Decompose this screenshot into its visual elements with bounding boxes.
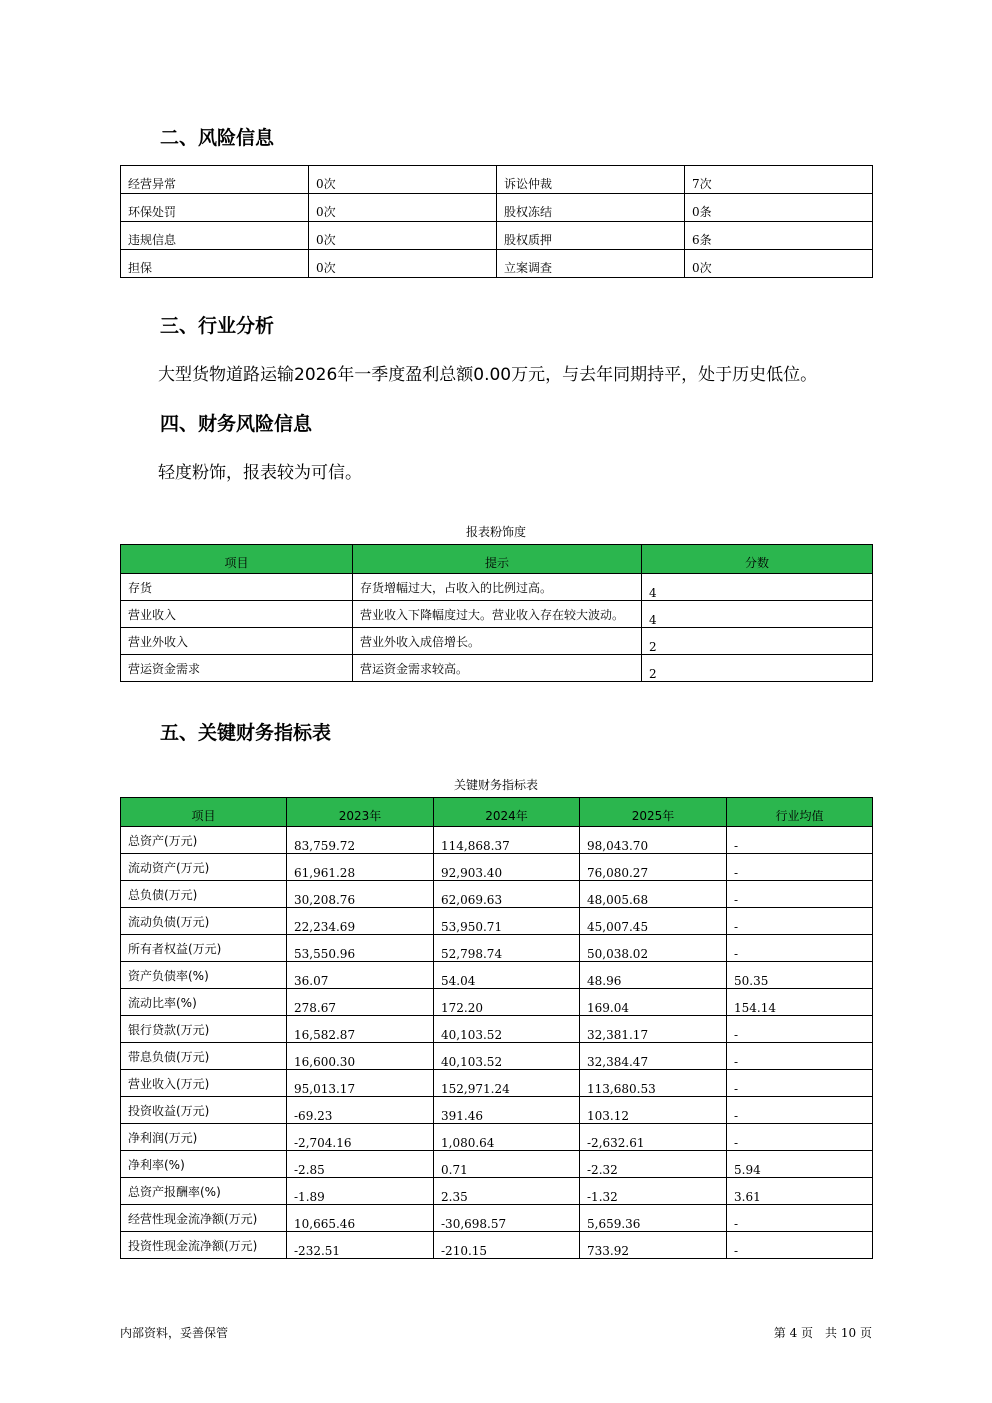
metric-value: - [727, 1097, 873, 1124]
table-row [121, 194, 873, 222]
metric-value: 152,971.24 [434, 1070, 580, 1097]
metric-value: 391.46 [434, 1097, 580, 1124]
metric-value: 113,680.53 [580, 1070, 727, 1097]
metric-value: 45,007.45 [580, 908, 727, 935]
metric-name: 净利率(%) [121, 1151, 287, 1178]
metric-value: -210.15 [434, 1232, 580, 1259]
metric-value: 76,080.27 [580, 854, 727, 881]
metric-name: 总负债(万元) [121, 881, 287, 908]
metric-value: 154.14 [727, 989, 873, 1016]
page-prefix: 第 [773, 1326, 786, 1340]
metric-value: 2.35 [434, 1178, 580, 1205]
table-row [121, 881, 873, 908]
metric-value: -1.32 [580, 1178, 727, 1205]
risk-item-label: 立案调查 [497, 250, 685, 278]
metric-value: - [727, 1043, 873, 1070]
metric-value: 103.12 [580, 1097, 727, 1124]
metric-name: 流动资产(万元) [121, 854, 287, 881]
metric-value: 54.04 [434, 962, 580, 989]
section2-title: 二、风险信息 [160, 127, 275, 149]
table-row [121, 1016, 873, 1043]
risk-item-label: 股权质押 [497, 222, 685, 250]
industry-analysis-text: 大型货物道路运输2026年一季度盈利总额0.00万元，与去年同期持平，处于历史低位。 [158, 365, 818, 385]
risk-item-label: 担保 [121, 250, 309, 278]
section3-title: 三、行业分析 [160, 315, 275, 337]
metric-value: 22,234.69 [287, 908, 434, 935]
risk-item-label: 环保处罚 [121, 194, 309, 222]
table-row [121, 250, 873, 278]
table-row [121, 601, 873, 628]
table-row [121, 908, 873, 935]
column-header: 项目 [121, 545, 353, 574]
metric-value: 10,665.46 [287, 1205, 434, 1232]
column-header: 2024年 [434, 798, 580, 827]
metric-value: 48,005.68 [580, 881, 727, 908]
metric-name: 总资产(万元) [121, 827, 287, 854]
metric-value: - [727, 827, 873, 854]
metric-value: 95,013.17 [287, 1070, 434, 1097]
column-header: 2023年 [287, 798, 434, 827]
table-row [121, 1124, 873, 1151]
metric-value: 16,582.87 [287, 1016, 434, 1043]
risk-item-value: 0条 [685, 194, 873, 222]
fin-table-caption: 关键财务指标表 [453, 778, 538, 792]
table-row [121, 655, 873, 682]
metric-name: 投资收益(万元) [121, 1097, 287, 1124]
metric-name: 银行贷款(万元) [121, 1016, 287, 1043]
item-name: 营业外收入 [121, 628, 353, 655]
metric-value: -69.23 [287, 1097, 434, 1124]
table-row [121, 1070, 873, 1097]
table-row [121, 1097, 873, 1124]
metric-value: 36.07 [287, 962, 434, 989]
column-header: 行业均值 [727, 798, 873, 827]
metric-name: 投资性现金流净额(万元) [121, 1232, 287, 1259]
metric-name: 经营性现金流净额(万元) [121, 1205, 287, 1232]
risk-info-table [120, 165, 873, 278]
metric-value: 16,600.30 [287, 1043, 434, 1070]
whitewash-table [120, 544, 873, 682]
item-name: 营业收入 [121, 601, 353, 628]
metric-value: -2.32 [580, 1151, 727, 1178]
footer-confidential: 内部资料，妥善保管 [120, 1326, 229, 1340]
metric-value: 733.92 [580, 1232, 727, 1259]
section4-title: 四、财务风险信息 [160, 413, 313, 435]
risk-item-value: 0次 [309, 250, 497, 278]
metric-value: 50.35 [727, 962, 873, 989]
page-suffix: 页 [859, 1326, 872, 1340]
risk-item-label: 诉讼仲裁 [497, 166, 685, 194]
risk-item-label: 股权冻结 [497, 194, 685, 222]
financial-risk-text: 轻度粉饰，报表较为可信。 [158, 463, 362, 483]
risk-item-value: 0次 [685, 250, 873, 278]
table-row [121, 854, 873, 881]
metric-value: - [727, 935, 873, 962]
metric-value: -232.51 [287, 1232, 434, 1259]
item-hint: 存货增幅过大，占收入的比例过高。 [353, 574, 642, 601]
metric-value: 172.20 [434, 989, 580, 1016]
item-score: 2 [642, 628, 873, 655]
metric-value: 62,069.63 [434, 881, 580, 908]
section5-title: 五、关键财务指标表 [160, 722, 332, 744]
metric-value: - [727, 1070, 873, 1097]
metric-value: 92,903.40 [434, 854, 580, 881]
metric-name: 流动负债(万元) [121, 908, 287, 935]
column-header: 2025年 [580, 798, 727, 827]
column-header: 项目 [121, 798, 287, 827]
metric-value: -2,632.61 [580, 1124, 727, 1151]
metric-value: - [727, 1016, 873, 1043]
risk-item-label: 违规信息 [121, 222, 309, 250]
table-row [121, 222, 873, 250]
metric-value: 278.67 [287, 989, 434, 1016]
item-hint: 营业外收入成倍增长。 [353, 628, 642, 655]
metric-value: 0.71 [434, 1151, 580, 1178]
table-row [121, 1151, 873, 1178]
risk-item-value: 0次 [309, 222, 497, 250]
metric-name: 总资产报酬率(%) [121, 1178, 287, 1205]
metric-value: 53,550.96 [287, 935, 434, 962]
table-row [121, 1232, 873, 1259]
metric-value: 61,961.28 [287, 854, 434, 881]
metric-name: 营业收入(万元) [121, 1070, 287, 1097]
risk-item-value: 0次 [309, 194, 497, 222]
metric-value: -30,698.57 [434, 1205, 580, 1232]
risk-item-value: 7次 [685, 166, 873, 194]
metric-value: 32,381.17 [580, 1016, 727, 1043]
table-row [121, 628, 873, 655]
item-name: 存货 [121, 574, 353, 601]
item-hint: 营业收入下降幅度过大。营业收入存在较大波动。 [353, 601, 642, 628]
metric-name: 所有者权益(万元) [121, 935, 287, 962]
metric-value: 52,798.74 [434, 935, 580, 962]
metric-value: 40,103.52 [434, 1016, 580, 1043]
table-row [121, 827, 873, 854]
page-total: 10 [840, 1326, 857, 1340]
column-header: 提示 [353, 545, 642, 574]
metric-value: 5,659.36 [580, 1205, 727, 1232]
item-score: 2 [642, 655, 873, 682]
risk-item-label: 经营异常 [121, 166, 309, 194]
metric-value: 40,103.52 [434, 1043, 580, 1070]
metric-value: - [727, 854, 873, 881]
item-score: 4 [642, 574, 873, 601]
metric-value: 98,043.70 [580, 827, 727, 854]
metric-name: 净利润(万元) [121, 1124, 287, 1151]
metric-value: -1.89 [287, 1178, 434, 1205]
metric-value: 114,868.37 [434, 827, 580, 854]
metric-value: 53,950.71 [434, 908, 580, 935]
metric-value: 30,208.76 [287, 881, 434, 908]
table-row [121, 962, 873, 989]
metric-name: 流动比率(%) [121, 989, 287, 1016]
metric-value: 5.94 [727, 1151, 873, 1178]
whitewash-table-caption: 报表粉饰度 [465, 525, 526, 539]
metric-value: 83,759.72 [287, 827, 434, 854]
table-row [121, 1043, 873, 1070]
metric-value: 32,384.47 [580, 1043, 727, 1070]
metric-value: - [727, 1124, 873, 1151]
page-current: 4 [789, 1326, 798, 1340]
metric-value: 50,038.02 [580, 935, 727, 962]
table-row [121, 989, 873, 1016]
table-row [121, 1178, 873, 1205]
metric-value: 169.04 [580, 989, 727, 1016]
item-hint: 营运资金需求较高。 [353, 655, 642, 682]
table-row [121, 166, 873, 194]
metric-value: -2.85 [287, 1151, 434, 1178]
table-row [121, 574, 873, 601]
risk-item-value: 6条 [685, 222, 873, 250]
metric-value: 1,080.64 [434, 1124, 580, 1151]
item-name: 营运资金需求 [121, 655, 353, 682]
table-row [121, 935, 873, 962]
metric-value: 48.96 [580, 962, 727, 989]
table-row [121, 1205, 873, 1232]
metric-name: 带息负债(万元) [121, 1043, 287, 1070]
page-mid: 页 共 [801, 1326, 838, 1340]
metric-name: 资产负债率(%) [121, 962, 287, 989]
metric-value: -2,704.16 [287, 1124, 434, 1151]
metric-value: - [727, 1205, 873, 1232]
footer-page-number [774, 1324, 872, 1342]
metric-value: - [727, 908, 873, 935]
column-header: 分数 [642, 545, 873, 574]
metric-value: 3.61 [727, 1178, 873, 1205]
risk-item-value: 0次 [309, 166, 497, 194]
key-financial-table [120, 797, 873, 1259]
item-score: 4 [642, 601, 873, 628]
metric-value: - [727, 1232, 873, 1259]
metric-value: - [727, 881, 873, 908]
